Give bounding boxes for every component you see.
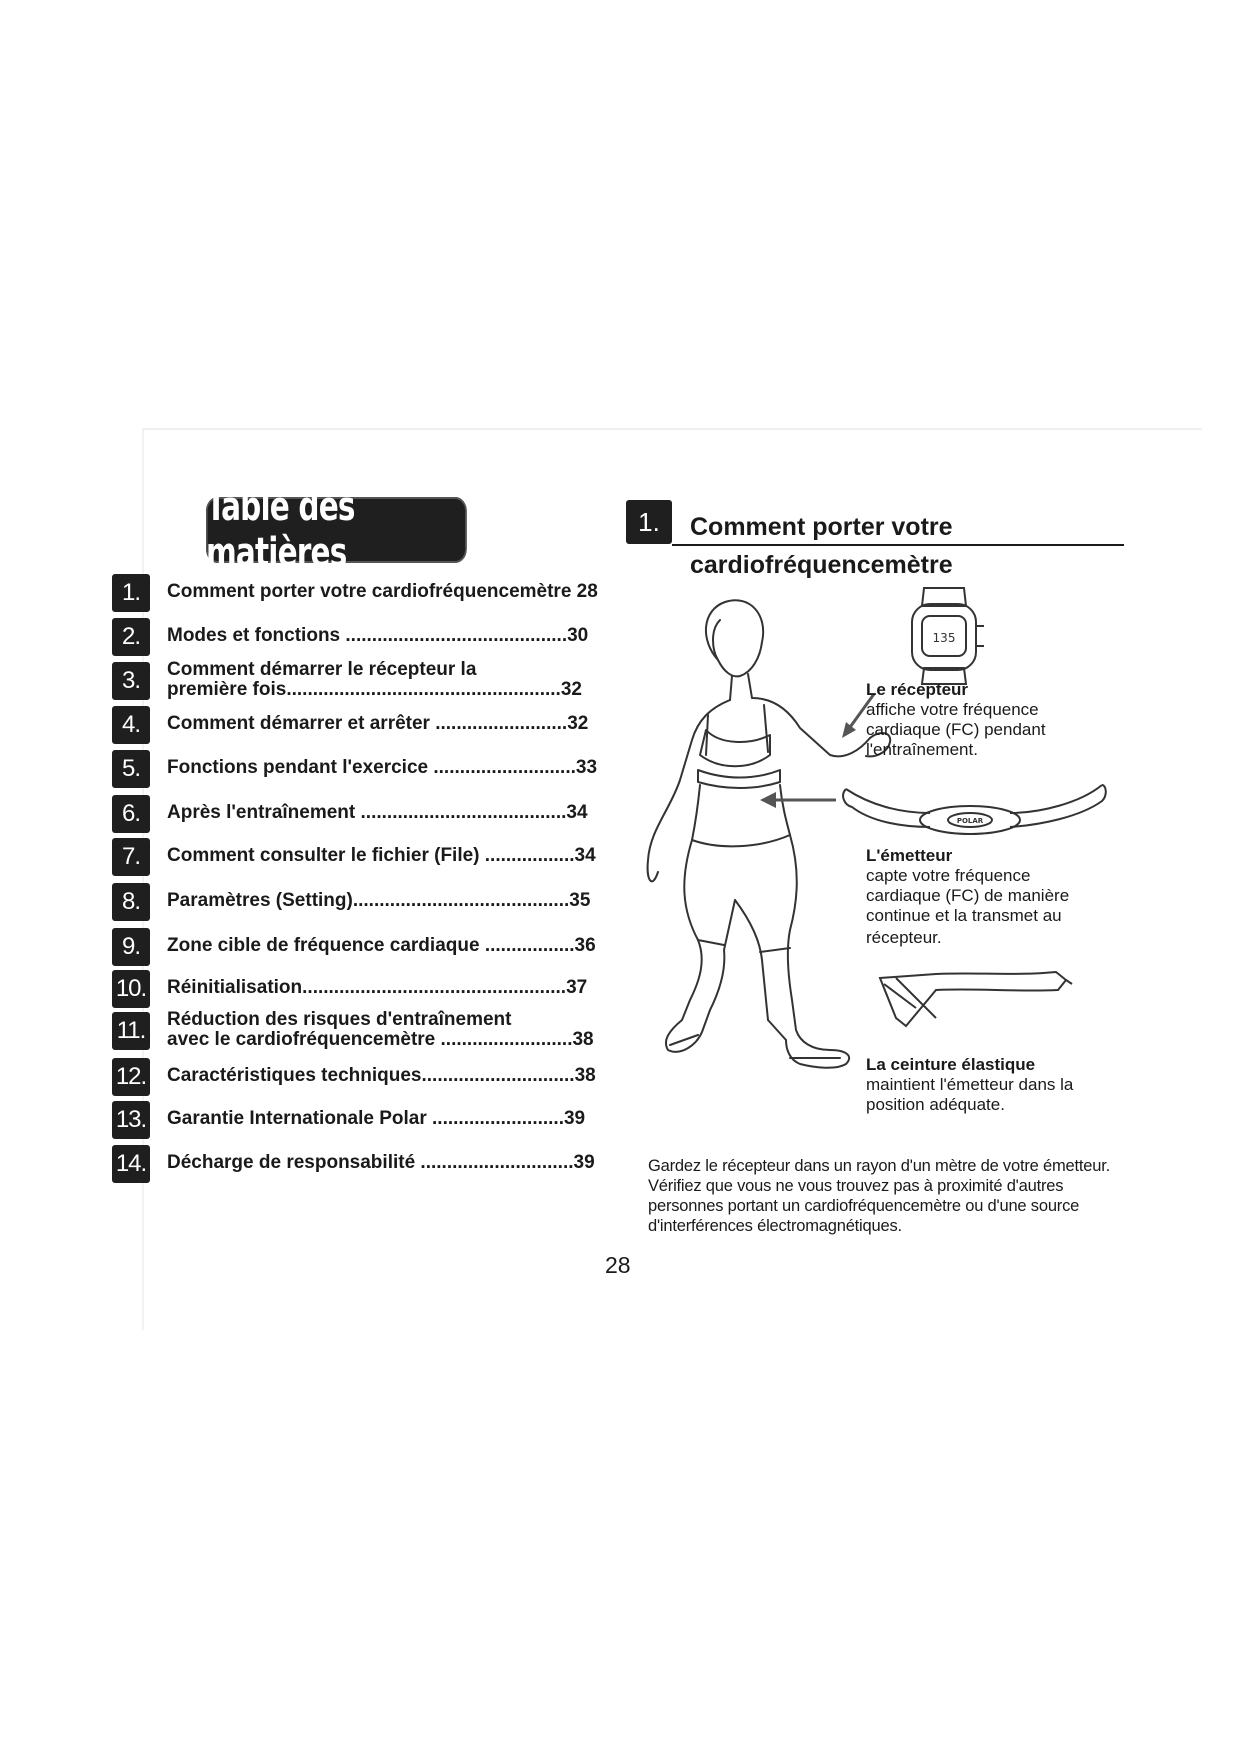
proximity-note: Gardez le récepteur dans un rayon d'un mètre de votre émetteur. Vérifiez que vous ne vous trouvez pas à proximité d'autres personnes portant un cardiofréquencemètre ou d'une source d'interférences électromagnétiques. xyxy=(648,1157,1110,1235)
toc-item-text xyxy=(167,1066,596,1086)
elastic-strap-illustration xyxy=(876,968,1076,1028)
section-number: 1. xyxy=(626,500,672,544)
toc-title: Table des matières xyxy=(206,497,467,563)
receiver-label xyxy=(866,680,1046,760)
toc-item-number: 13. xyxy=(112,1101,150,1139)
toc-item-line: Modes et fonctions ..........................................30 xyxy=(167,625,589,646)
toc-item-text xyxy=(167,846,596,866)
receiver-label-line: affiche votre fréquence xyxy=(866,700,1039,719)
toc-item-text xyxy=(167,582,598,602)
toc-item-text xyxy=(167,978,587,998)
toc-item-line: Zone cible de fréquence cardiaque .................36 xyxy=(167,935,596,956)
toc-item-line: Réinitialisation..................................................37 xyxy=(167,977,588,998)
transmitter-pointer-arrow xyxy=(758,790,838,810)
transmitter-label-line: capte votre fréquence xyxy=(866,866,1031,885)
toc-item-number: 4. xyxy=(112,706,150,744)
toc-item-text xyxy=(167,660,582,700)
toc-item-number: 5. xyxy=(112,750,150,788)
toc-item-text xyxy=(167,936,596,956)
toc-item-text xyxy=(167,758,597,778)
toc-item-line: Comment démarrer et arrêter .........................32 xyxy=(167,713,589,734)
toc-item-number: 14. xyxy=(112,1145,150,1183)
toc-item-line: Décharge de responsabilité .............................39 xyxy=(167,1152,595,1173)
page-number: 28 xyxy=(605,1252,631,1278)
toc-item-text xyxy=(167,1153,595,1173)
strap-label-line: position adéquate. xyxy=(866,1095,1005,1114)
toc-item-number: 8. xyxy=(112,883,150,921)
transmitter-label xyxy=(866,846,1069,948)
toc-item-text xyxy=(167,1109,585,1129)
section-title-line1: Comment porter votre xyxy=(690,513,953,541)
toc-item-line: Fonctions pendant l'exercice ...........................33 xyxy=(167,757,598,778)
toc-item-line: Paramètres (Setting).........................................35 xyxy=(167,890,591,911)
toc-item-line: Comment démarrer le récepteur la xyxy=(167,659,477,680)
toc-item-number: 9. xyxy=(112,928,150,966)
transmitter-illustration xyxy=(840,775,1110,845)
toc-item-text xyxy=(167,626,588,646)
toc-item-number: 6. xyxy=(112,795,150,833)
receiver-label-line: cardiaque (FC) pendant xyxy=(866,720,1046,739)
toc-item-line: Après l'entraînement .......................................34 xyxy=(167,802,588,823)
watch-display-text: 135 xyxy=(932,631,956,645)
toc-item-line: Comment porter votre cardiofréquencemètre 28 xyxy=(167,581,598,602)
toc-item-text xyxy=(167,1010,594,1050)
toc-item-number: 7. xyxy=(112,838,150,876)
toc-item-number: 2. xyxy=(112,618,150,656)
transmitter-label-title: L'émetteur xyxy=(866,846,953,865)
toc-item-line: Garantie Internationale Polar .........................39 xyxy=(167,1108,586,1129)
transmitter-label-line: cardiaque (FC) de manière xyxy=(866,886,1070,905)
toc-item-number: 12. xyxy=(112,1058,150,1096)
toc-item-text xyxy=(167,891,590,911)
toc-item-number: 11. xyxy=(112,1012,150,1050)
strap-label xyxy=(866,1055,1073,1115)
toc-item-number: 1. xyxy=(112,574,150,612)
transmitter-label-line: récepteur. xyxy=(866,928,942,947)
toc-item-line: première fois....................................................32 xyxy=(167,679,582,700)
section-title-line2: cardiofréquencemètre xyxy=(690,551,953,579)
section-title-rule xyxy=(672,544,1124,546)
strap-label-line: maintient l'émetteur dans la xyxy=(866,1075,1074,1094)
toc-item-line: Comment consulter le fichier (File) .................34 xyxy=(167,845,596,866)
receiver-label-line: l'entraînement. xyxy=(866,740,978,759)
toc-item-line: Caractéristiques techniques.............................38 xyxy=(167,1065,596,1086)
toc-item-line: Réduction des risques d'entraînement xyxy=(167,1009,512,1030)
transmitter-label-line: continue et la transmet au xyxy=(866,906,1062,925)
toc-item-text xyxy=(167,714,588,734)
receiver-label-title: Le récepteur xyxy=(866,680,969,699)
toc-item-line: avec le cardiofréquencemètre .........................38 xyxy=(167,1029,594,1050)
toc-item-number: 3. xyxy=(112,662,150,700)
receiver-watch-illustration xyxy=(894,586,994,686)
toc-item-text xyxy=(167,803,588,823)
toc-item-number: 10. xyxy=(112,970,150,1008)
strap-label-title: La ceinture élastique xyxy=(866,1055,1036,1074)
transmitter-brand-text: POLAR xyxy=(956,817,984,825)
section-title xyxy=(690,508,953,584)
